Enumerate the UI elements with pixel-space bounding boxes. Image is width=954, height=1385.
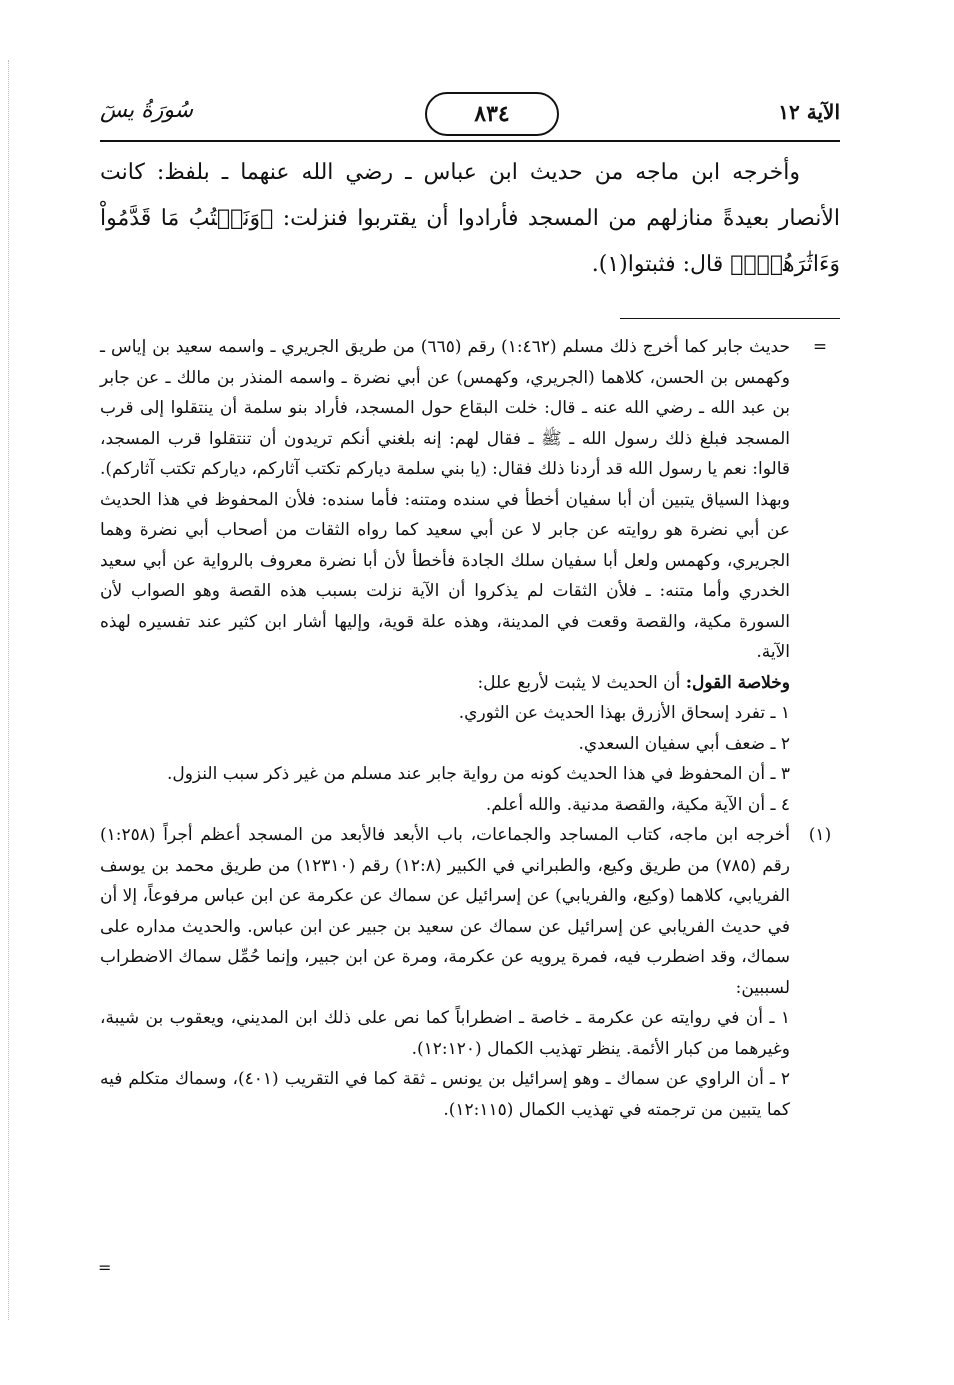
verse-label: الآية ١٢	[778, 100, 840, 124]
header-rule	[100, 140, 840, 142]
footnote-1	[100, 820, 842, 1125]
footnote-1-marker: (١)	[808, 825, 832, 845]
footnote-1-reason: ٢ ـ أن الراوي عن سماك ـ وهو إسرائيل بن يونس ـ ثقة كما في التقريب (٤٠١)، وسماك متكلم فيه كما يتبين من ترجمته في تهذيب الكمال (١٢:١١٥).	[100, 1069, 790, 1120]
footnotes	[100, 332, 842, 1125]
reason-item: ٤ ـ أن الآية مكية، والقصة مدنية. والله أعلم.	[485, 794, 790, 815]
scan-edge-dots	[8, 60, 9, 1320]
footnote-continuation	[100, 332, 842, 820]
continuation-text: حديث جابر كما أخرج ذلك مسلم (١:٤٦٢) رقم (٦٦٥) من طريق الجريري ـ واسمه سعيد بن إياس ـ وكهمس بن الحسن، كلاهما (الجريري، وكهمس) عن أبي نضرة ـ واسمه المنذر بن مالك ـ عن جابر بن عبد الله ـ رضي الله عنه ـ قال: خلت البقاع حول المسجد، فأراد بنو سلمة أن ينتقلوا إلى قرب المسجد فبلغ ذلك رسول الله ـ ﷺ ـ فقال لهم: إنه بلغني أنكم تريدون أن تنتقلوا قرب المسجد، قالوا: نعم يا رسول الله قد أردنا ذلك فقال: (يا بني سلمة دياركم تكتب آثاركم، دياركم تكتب آثاركم). وبهذا السياق يتبين أن أبا سفيان أخطأ في سنده ومتنه: فأما سنده: فلأن المحفوظ في هذا الحديث عن أبي نضرة هو روايته عن جابر لا عن أبي سعيد كما رواه الثقات من أصحاب أبي نضرة وهما الجريري، وكهمس ولعل أبا سفيان سلك الجادة فأخطأ لأن أبا نضرة معروف بالرواية عن أبي سعيد الخدري وأما متنه: ـ فلأن الثقات لم يذكروا أن الآية نزلت بسبب هذه القصة وهو الصواب لأن السورة مكية، والقصة وقعت في المدينة، وهذه علة قوية، وإليها أشار ابن كثير عند تفسيره لهذه الآية.	[100, 337, 790, 662]
reason-item: ٣ ـ أن المحفوظ في هذا الحديث كونه من رواية جابر عند مسلم من غير ذكر سبب النزول.	[166, 764, 790, 784]
main-paragraph: وأخرجه ابن ماجه من حديث ابن عباس ـ رضي الله عنهما ـ بلفظ: كانت الأنصار بعيدةً منازلهم من المسجد فأرادوا أن يقتربوا فنزلت: ﴿وَنَكۡتُبُ مَا قَدَّمُواْ وَءَاثَٰرَهُمۡۚ﴾ قال: فثبتوا(١).	[100, 160, 840, 277]
main-text	[100, 150, 840, 288]
continuation-end-marker: =	[98, 1258, 112, 1277]
page-number: ٨٣٤	[425, 92, 559, 136]
reason-item: ١ ـ تفرد إسحاق الأزرق بهذا الحديث عن الثوري.	[458, 703, 790, 723]
conclusion-label: وخلاصة القول:	[685, 672, 790, 693]
reason-item: ٢ ـ ضعف أبي سفيان السعدي.	[578, 733, 790, 754]
footnote-1-text: أخرجه ابن ماجه، كتاب المساجد والجماعات، باب الأبعد فالأبعد من المسجد أعظم أجراً (١:٢٥٨) رقم (٧٨٥) من طريق وكيع، والطبراني في الكبير (١٢:٨) رقم (١٢٣١٠) من طريق محمد بن يوسف الفريابي، كلاهما (وكيع، والفريابي) عن إسرائيل عن سماك عن عكرمة عن ابن عباس مرفوعاً، إلا أن في حديث الفريابي عن إسرائيل عن سماك عن سعيد بن جبير عن ابن عباس. والحديث مداره على سماك، وقد اضطرب فيه، فمرة يرويه عن عكرمة، ومرة عن ابن جبير، وإنما حُمِّل سماك الاضطراب لسببين:	[100, 825, 791, 998]
page-header	[100, 92, 840, 140]
continuation-marker: =	[812, 337, 828, 357]
footnote-separator	[620, 318, 840, 319]
footnote-1-reason: ١ ـ أن في روايته عن عكرمة ـ خاصة ـ اضطراباً كما نص على ذلك ابن المديني، ويعقوب بن شيبة، وغيرهما من كبار الأئمة. ينظر تهذيب الكمال (١٢:١٢٠).	[100, 1008, 790, 1059]
conclusion-text: أن الحديث لا يثبت لأربع علل:	[477, 672, 681, 693]
conclusion-line	[100, 668, 790, 699]
surah-name: سُورَةُ يسٓ	[100, 98, 194, 123]
